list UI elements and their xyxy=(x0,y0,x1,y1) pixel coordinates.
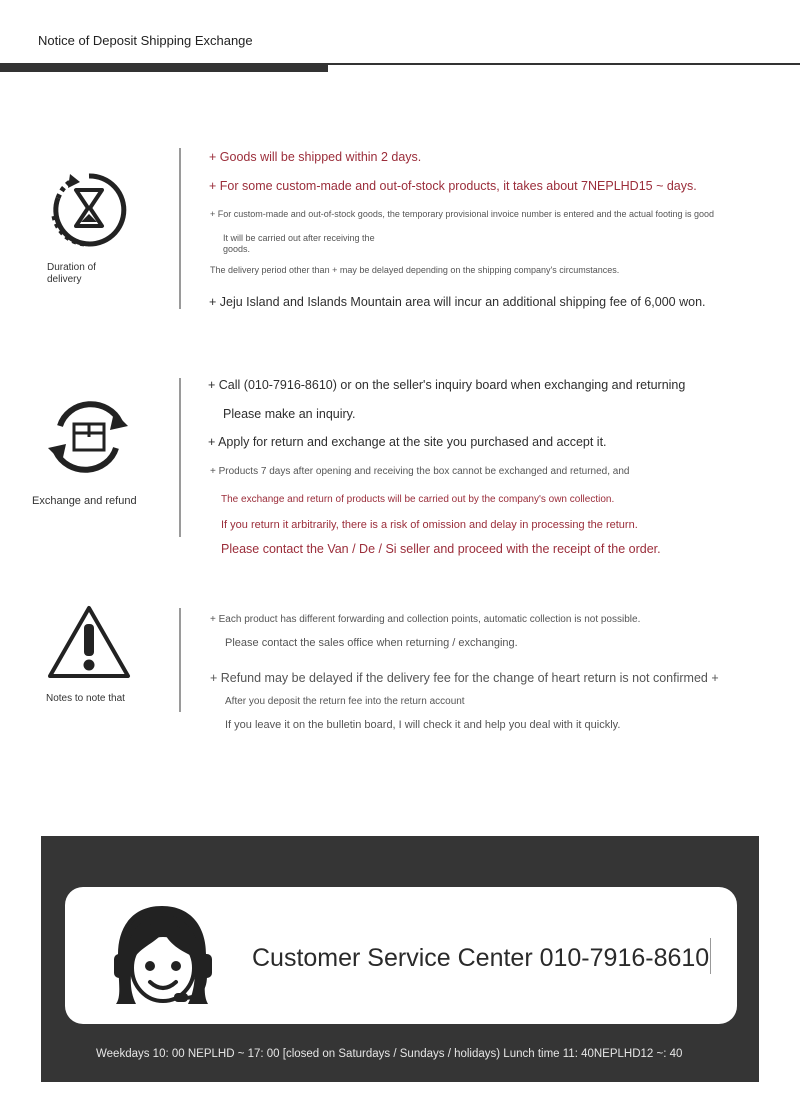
warning-icon xyxy=(46,604,132,680)
exchange-line-7: Please contact the Van / De / Si seller and proceed with the receipt of the order. xyxy=(221,542,661,556)
delivery-line-4: It will be carried out after receiving the xyxy=(223,233,375,243)
notes-caption: Notes to note that xyxy=(46,693,125,704)
exchange-line-1: + Call (010-7916-8610) or on the seller's inquiry board when exchanging and returning xyxy=(208,378,686,392)
notes-line-5: If you leave it on the bulletin board, I will check it and help you deal with it quickly. xyxy=(225,719,621,731)
header-divider-accent xyxy=(0,63,328,72)
delivery-line-7: + Jeju Island and Islands Mountain area will incur an additional shipping fee of 6,000 won. xyxy=(209,295,706,309)
exchange-caption: Exchange and refund xyxy=(32,495,137,507)
notes-line-2: Please contact the sales office when returning / exchanging. xyxy=(225,637,518,649)
box-exchange-icon xyxy=(46,400,130,474)
exchange-line-6: If you return it arbitrarily, there is a risk of omission and delay in processing the return. xyxy=(221,519,638,531)
customer-service-hours: Weekdays 10: 00 NEPLHD ~ 17: 00 [closed on Saturdays / Sundays / holidays) Lunch time 11: 40NEPLHD12 ~: 40 xyxy=(96,1048,683,1060)
notes-line-3: + Refund may be delayed if the delivery fee for the change of heart return is not confirmed + xyxy=(210,671,719,685)
delivery-line-5: goods. xyxy=(223,244,251,254)
hourglass-clock-icon xyxy=(50,172,128,248)
exchange-line-3: + Apply for return and exchange at the site you purchased and accept it. xyxy=(208,435,607,449)
delivery-line-6: The delivery period other than + may be delayed depending on the shipping company's circumstances. xyxy=(210,265,620,275)
notes-line-4: After you deposit the return fee into the return account xyxy=(225,696,465,707)
delivery-line-1: + Goods will be shipped within 2 days. xyxy=(209,150,422,164)
delivery-line-3: + For custom-made and out-of-stock goods, the temporary provisional invoice number is entered and the actual footing is good xyxy=(210,209,715,219)
delivery-line-2: + For some custom-made and out-of-stock products, it takes about 7NEPLHD15 ~ days. xyxy=(209,179,697,193)
headset-agent-icon xyxy=(108,900,216,1010)
customer-service-title-bar xyxy=(710,938,711,974)
notes-line-1: + Each product has different forwarding and collection points, automatic collection is not possible. xyxy=(210,614,641,625)
exchange-line-5: The exchange and return of products will be carried out by the company's own collection. xyxy=(221,494,615,505)
exchange-line-2: Please make an inquiry. xyxy=(223,407,356,421)
delivery-divider xyxy=(179,148,181,309)
exchange-divider xyxy=(179,378,181,537)
page-title: Notice of Deposit Shipping Exchange xyxy=(38,33,253,48)
notes-divider xyxy=(179,608,181,712)
customer-service-title: Customer Service Center 010-7916-8610 xyxy=(252,944,710,972)
delivery-caption: Duration of delivery xyxy=(47,262,96,285)
exchange-line-4: + Products 7 days after opening and receiving the box cannot be exchanged and returned, and xyxy=(210,466,630,477)
